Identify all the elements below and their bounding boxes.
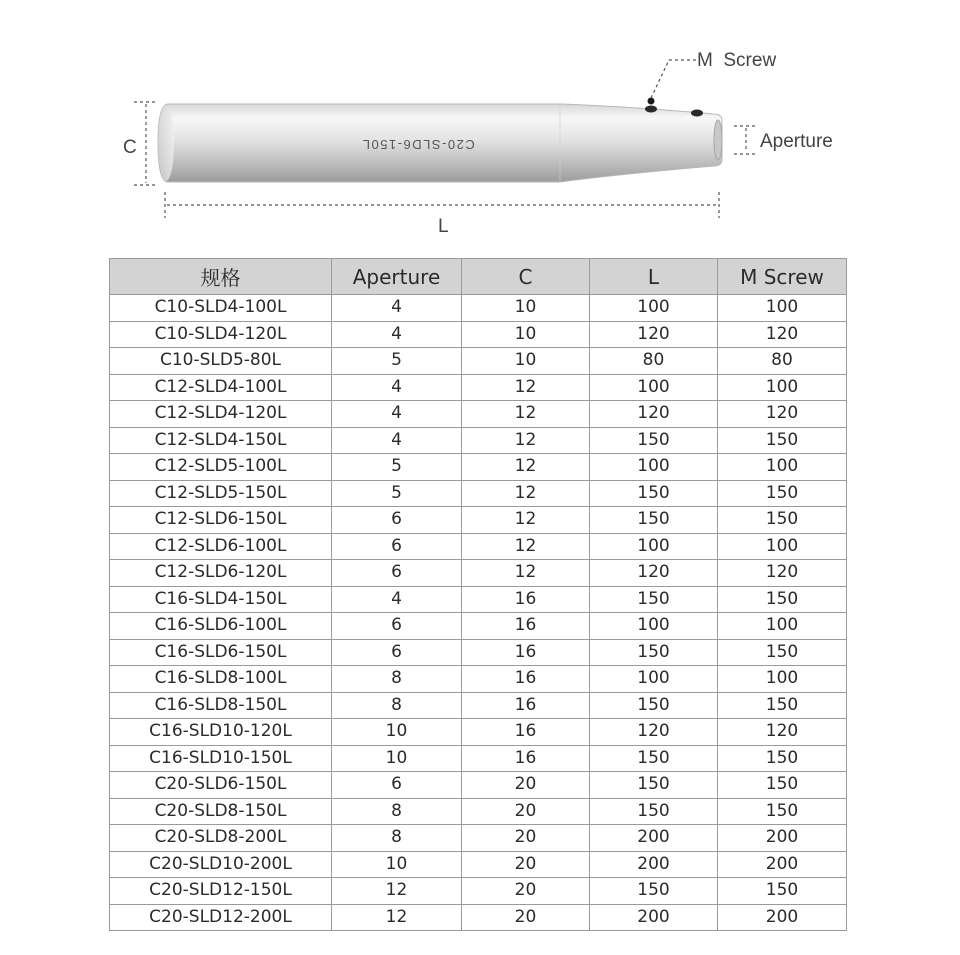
table-row — [110, 666, 847, 693]
cell-c: 12 — [462, 401, 590, 428]
table-row — [110, 427, 847, 454]
cell-model: C12-SLD4-150L — [110, 427, 332, 454]
table-row — [110, 348, 847, 375]
cell-aperture: 4 — [332, 401, 462, 428]
cell-aperture: 12 — [332, 878, 462, 905]
cell-aperture: 10 — [332, 719, 462, 746]
cell-m-screw: 100 — [718, 374, 847, 401]
cell-model: C20-SLD12-200L — [110, 904, 332, 931]
cell-c: 20 — [462, 798, 590, 825]
cell-c: 16 — [462, 719, 590, 746]
cell-c: 10 — [462, 295, 590, 322]
cell-aperture: 8 — [332, 798, 462, 825]
table-header-row — [110, 259, 847, 295]
tool-holder-diagram — [0, 0, 960, 250]
aperture-opening — [714, 120, 722, 160]
cell-aperture: 8 — [332, 692, 462, 719]
cell-l: 100 — [590, 666, 718, 693]
header-aperture: Aperture — [332, 259, 462, 295]
cell-m-screw: 120 — [718, 719, 847, 746]
table-row — [110, 507, 847, 534]
cell-m-screw: 100 — [718, 295, 847, 322]
cell-model: C12-SLD6-120L — [110, 560, 332, 587]
cell-c: 10 — [462, 348, 590, 375]
m-screw-leader-line — [651, 60, 696, 98]
table-row — [110, 560, 847, 587]
cell-model: C20-SLD10-200L — [110, 851, 332, 878]
table-row — [110, 401, 847, 428]
c-dimension — [134, 102, 158, 185]
cell-model: C12-SLD6-150L — [110, 507, 332, 534]
table-row — [110, 772, 847, 799]
m-screw-label: M Screw — [697, 50, 777, 71]
table-row — [110, 321, 847, 348]
cell-model: C20-SLD12-150L — [110, 878, 332, 905]
cell-l: 150 — [590, 639, 718, 666]
cell-c: 16 — [462, 639, 590, 666]
cell-m-screw: 200 — [718, 825, 847, 852]
cell-model: C20-SLD8-200L — [110, 825, 332, 852]
cell-l: 100 — [590, 533, 718, 560]
cell-m-screw: 100 — [718, 454, 847, 481]
c-label: C — [123, 137, 137, 158]
cell-m-screw: 80 — [718, 348, 847, 375]
table-row — [110, 798, 847, 825]
cell-l: 100 — [590, 613, 718, 640]
header-model: 规格 — [110, 259, 332, 295]
aperture-dimension — [734, 126, 756, 154]
cell-aperture: 6 — [332, 507, 462, 534]
cell-m-screw: 150 — [718, 745, 847, 772]
cell-model: C16-SLD10-150L — [110, 745, 332, 772]
cell-c: 12 — [462, 454, 590, 481]
cell-l: 150 — [590, 798, 718, 825]
cell-model: C16-SLD6-150L — [110, 639, 332, 666]
cell-m-screw: 150 — [718, 692, 847, 719]
cell-aperture: 8 — [332, 825, 462, 852]
cell-l: 100 — [590, 374, 718, 401]
cell-m-screw: 150 — [718, 639, 847, 666]
table-row — [110, 719, 847, 746]
cell-aperture: 5 — [332, 454, 462, 481]
cell-aperture: 4 — [332, 295, 462, 322]
cell-l: 120 — [590, 719, 718, 746]
cell-c: 16 — [462, 692, 590, 719]
m-screw-1 — [645, 106, 657, 113]
table-body — [110, 295, 847, 931]
cell-aperture: 8 — [332, 666, 462, 693]
aperture-label: Aperture — [760, 131, 833, 152]
spec-table — [109, 258, 847, 931]
l-label: L — [438, 216, 449, 237]
cell-l: 120 — [590, 321, 718, 348]
cell-c: 12 — [462, 374, 590, 401]
cell-m-screw: 150 — [718, 507, 847, 534]
table-row — [110, 904, 847, 931]
cell-m-screw: 150 — [718, 772, 847, 799]
cell-l: 100 — [590, 295, 718, 322]
cell-l: 80 — [590, 348, 718, 375]
cell-aperture: 6 — [332, 613, 462, 640]
cell-m-screw: 150 — [718, 586, 847, 613]
cell-model: C10-SLD5-80L — [110, 348, 332, 375]
cell-model: C20-SLD8-150L — [110, 798, 332, 825]
table-row — [110, 825, 847, 852]
cell-l: 200 — [590, 825, 718, 852]
cell-model: C16-SLD8-150L — [110, 692, 332, 719]
cell-model: C12-SLD4-100L — [110, 374, 332, 401]
m-screw-pointer-dot — [648, 98, 655, 105]
cell-l: 150 — [590, 480, 718, 507]
cell-model: C12-SLD5-150L — [110, 480, 332, 507]
cell-m-screw: 100 — [718, 533, 847, 560]
cell-c: 12 — [462, 533, 590, 560]
cell-aperture: 4 — [332, 374, 462, 401]
cell-l: 120 — [590, 560, 718, 587]
cell-l: 100 — [590, 454, 718, 481]
table-row — [110, 745, 847, 772]
cell-c: 20 — [462, 825, 590, 852]
cell-model: C10-SLD4-120L — [110, 321, 332, 348]
cell-l: 150 — [590, 427, 718, 454]
cell-aperture: 5 — [332, 480, 462, 507]
cell-aperture: 6 — [332, 772, 462, 799]
cell-l: 150 — [590, 878, 718, 905]
table-row — [110, 692, 847, 719]
table-row — [110, 480, 847, 507]
cell-c: 12 — [462, 480, 590, 507]
cell-model: C12-SLD6-100L — [110, 533, 332, 560]
header-l: L — [590, 259, 718, 295]
table-row — [110, 295, 847, 322]
cell-l: 150 — [590, 745, 718, 772]
holder-end-cap — [158, 105, 174, 181]
cell-aperture: 6 — [332, 533, 462, 560]
table-row — [110, 851, 847, 878]
cell-c: 16 — [462, 666, 590, 693]
cell-m-screw: 150 — [718, 427, 847, 454]
cell-aperture: 4 — [332, 427, 462, 454]
table-row — [110, 639, 847, 666]
cell-m-screw: 120 — [718, 401, 847, 428]
cell-model: C20-SLD6-150L — [110, 772, 332, 799]
cell-model: C12-SLD5-100L — [110, 454, 332, 481]
cell-l: 120 — [590, 401, 718, 428]
cell-c: 20 — [462, 772, 590, 799]
cell-c: 12 — [462, 560, 590, 587]
cell-c: 20 — [462, 878, 590, 905]
table-row — [110, 533, 847, 560]
cell-c: 20 — [462, 904, 590, 931]
cell-aperture: 6 — [332, 560, 462, 587]
cell-model: C16-SLD8-100L — [110, 666, 332, 693]
cell-m-screw: 100 — [718, 613, 847, 640]
cell-l: 200 — [590, 851, 718, 878]
cell-l: 200 — [590, 904, 718, 931]
cell-l: 150 — [590, 507, 718, 534]
cell-c: 16 — [462, 745, 590, 772]
cell-aperture: 10 — [332, 851, 462, 878]
cell-model: C16-SLD6-100L — [110, 613, 332, 640]
cell-m-screw: 120 — [718, 321, 847, 348]
cell-aperture: 4 — [332, 321, 462, 348]
header-c: C — [462, 259, 590, 295]
cell-l: 150 — [590, 772, 718, 799]
cell-aperture: 6 — [332, 639, 462, 666]
cell-aperture: 10 — [332, 745, 462, 772]
header-m-screw: M Screw — [718, 259, 847, 295]
m-screw-2 — [691, 110, 703, 117]
cell-model: C16-SLD4-150L — [110, 586, 332, 613]
cell-c: 12 — [462, 427, 590, 454]
cell-c: 16 — [462, 586, 590, 613]
table-row — [110, 586, 847, 613]
l-dimension — [165, 192, 719, 218]
cell-m-screw: 150 — [718, 480, 847, 507]
cell-m-screw: 120 — [718, 560, 847, 587]
cell-m-screw: 100 — [718, 666, 847, 693]
cell-m-screw: 150 — [718, 798, 847, 825]
cell-l: 150 — [590, 692, 718, 719]
cell-aperture: 12 — [332, 904, 462, 931]
cell-model: C10-SLD4-100L — [110, 295, 332, 322]
cell-c: 12 — [462, 507, 590, 534]
table-row — [110, 374, 847, 401]
table-row — [110, 878, 847, 905]
cell-aperture: 5 — [332, 348, 462, 375]
cell-m-screw: 200 — [718, 851, 847, 878]
engraving-text: C20-SLD6-150L — [361, 137, 475, 152]
table-row — [110, 613, 847, 640]
cell-c: 10 — [462, 321, 590, 348]
cell-l: 150 — [590, 586, 718, 613]
cell-model: C16-SLD10-120L — [110, 719, 332, 746]
cell-m-screw: 200 — [718, 904, 847, 931]
cell-aperture: 4 — [332, 586, 462, 613]
cell-m-screw: 150 — [718, 878, 847, 905]
cell-model: C12-SLD4-120L — [110, 401, 332, 428]
table-row — [110, 454, 847, 481]
cell-c: 16 — [462, 613, 590, 640]
cell-c: 20 — [462, 851, 590, 878]
